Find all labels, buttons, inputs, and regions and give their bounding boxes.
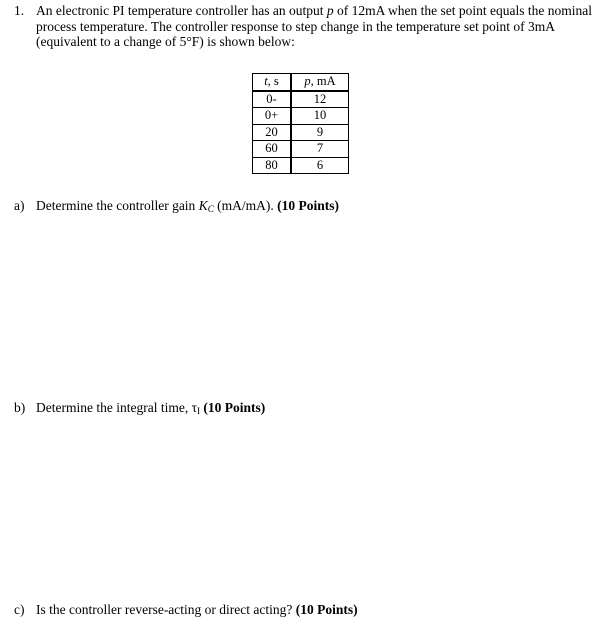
table-cell-output: 9 [291, 124, 349, 141]
table-row [253, 91, 349, 108]
table-cell-output: 10 [291, 108, 349, 125]
table-cell-time: 20 [253, 124, 292, 141]
question-a-units: (mA/mA). [213, 198, 278, 213]
question-c-letter: c) [14, 602, 25, 617]
column-header-output [291, 74, 349, 91]
question-a-points: (10 Points) [277, 198, 339, 213]
question-a-var-sub: C [207, 204, 214, 214]
problem-text [36, 3, 606, 50]
question-a-var: K [198, 198, 208, 213]
question-b-text: Determine the integral time, τ [36, 400, 197, 415]
problem-number: 1. [14, 3, 25, 18]
question-b-points: (10 Points) [200, 400, 266, 415]
question-a-text: Determine the controller gain [36, 198, 199, 213]
column-header-output-unit: , mA [310, 74, 336, 89]
table-cell-time: 0+ [253, 108, 292, 125]
problem-text-part1: An electronic PI temperature controller has an output [36, 3, 327, 18]
table-row [253, 124, 349, 141]
table-cell-output: 7 [291, 141, 349, 158]
table-cell-time: 80 [253, 157, 292, 174]
question-a [14, 198, 339, 214]
question-c-text: Is the controller reverse-acting or direct acting? [36, 602, 296, 617]
column-header-time-unit: , s [267, 74, 279, 89]
question-c-points: (10 Points) [295, 602, 358, 617]
table-row [253, 108, 349, 125]
problem-text-part2: of 12mA when the set point equals the nominal process temperature. The controller response to step change in the temperature set point of 3mA (equivalent to a change of 5°F) is shown below: [36, 3, 592, 49]
question-b-letter: b) [14, 400, 26, 415]
table-cell-time: 0- [253, 91, 292, 108]
question-a-letter: a) [14, 198, 25, 213]
table-row [253, 141, 349, 158]
table-cell-time: 60 [253, 141, 292, 158]
column-header-output-var: p [304, 74, 311, 89]
column-header-time [253, 74, 292, 91]
question-b [14, 400, 265, 416]
table-row [253, 157, 349, 174]
table-cell-output: 12 [291, 91, 349, 108]
question-c [14, 602, 358, 618]
table-cell-output: 6 [291, 157, 349, 174]
column-header-time-var: t [264, 74, 268, 89]
question-b-var-sub: I [197, 406, 200, 416]
response-data-table [252, 73, 349, 174]
output-variable: p [326, 3, 334, 18]
table-header-row [253, 74, 349, 91]
